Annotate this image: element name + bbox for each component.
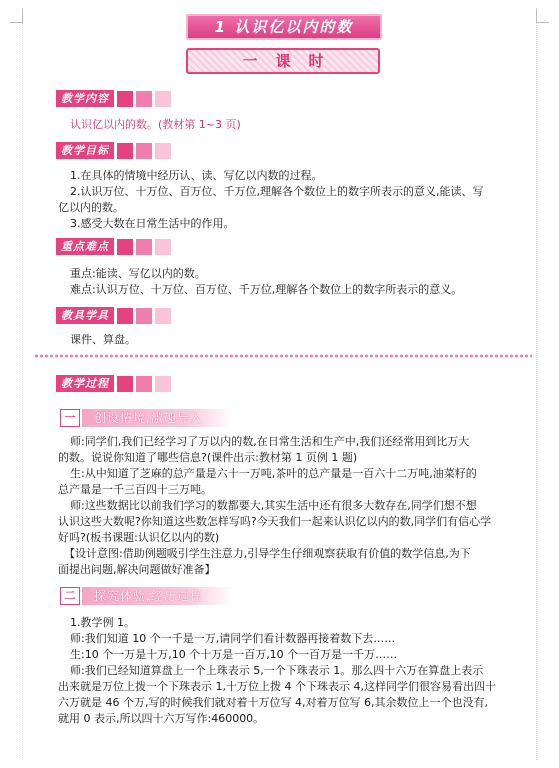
objective-line: 1.在具体的情境中经历认、读、写亿以内数的过程。 [70, 169, 323, 182]
step-title-bar [82, 587, 233, 605]
decor-square [155, 376, 171, 392]
objective-line: 2.认识万位、十万位、百万位、千万位,理解各个数位上的数字所表示的意义,能读、写 [70, 185, 484, 198]
paragraph-line: 出来就是万位上拨一个下珠表示 1,十万位上拨 4 个下珠表示 4,这样同学们很容易看出四十 [58, 680, 496, 693]
design-intent-line: 【设计意图:借助例题吸引学生注意力,引导学生仔细观察获取有价值的数学信息,为下 [64, 547, 471, 560]
decor-square [117, 376, 133, 392]
corner-mark-top-right [536, 10, 549, 23]
objectives-list [58, 168, 538, 232]
paragraph-line: 的数。说说你知道了哪些信息?(课件出示:教材第 1 页例 1 题) [58, 451, 358, 464]
step-header-1 [60, 408, 233, 428]
paragraph-line: 师:我们知道 10 个一千是一万,请同学们看计数器再接着数下去…… [70, 632, 396, 645]
key-point-line: 难点:认识万位、十万位、百万位、千万位,理解各个数位上的数字所表示的意义。 [70, 283, 463, 296]
decor-square [155, 308, 171, 324]
section-header-key-points [56, 238, 171, 255]
objective-line: 3.感受大数在日常生活中的作用。 [70, 217, 235, 230]
step2-body [58, 615, 538, 727]
section-label: 教学目标 [56, 142, 114, 159]
paragraph-line: 生:从中知道了芝麻的总产量是六十一万吨,茶叶的总产量是一百六十二万吨,油菜籽的 [70, 467, 477, 480]
section-label: 重点难点 [56, 238, 114, 255]
step-number: 一 [60, 409, 80, 427]
section-label: 教具学具 [56, 307, 114, 324]
objective-line: 亿以内的数。 [58, 201, 124, 214]
section-header-objectives [56, 142, 171, 159]
section-label: 教学内容 [56, 90, 114, 107]
decor-square [136, 308, 152, 324]
decor-square [155, 143, 171, 159]
paragraph-line: 师:这些数据比以前我们学习的数都要大,其实生活中还有很多大数存在,同学们想不想 [70, 499, 477, 512]
section-label: 教学过程 [56, 375, 114, 392]
decor-square [117, 91, 133, 107]
paragraph-line: 生:10 个一万是十万,10 个十万是一百万,10 个一百万是一千万…… [70, 648, 398, 661]
decor-square [117, 143, 133, 159]
step-title: 探究体验,经历过程 [94, 589, 203, 603]
paragraph-line: 就用 0 表示,所以四十六万写作:460000。 [58, 712, 265, 725]
key-point-line: 重点:能读、写亿以内的数。 [70, 267, 206, 280]
chapter-title: 1 认识亿以内的数 [186, 14, 382, 40]
paragraph-line: 六万就是 46 个万,写的时候我们就对着十万位写 4,对着万位写 6,其余数位上一个也没有, [58, 696, 488, 709]
decor-square [117, 308, 133, 324]
margin-guide-left [22, 8, 23, 760]
lesson-label-box [186, 48, 380, 74]
tools-text: 课件、算盘。 [70, 333, 136, 346]
step-title: 创设情境,激趣导入 [94, 411, 203, 425]
decor-square [155, 91, 171, 107]
decor-square [117, 239, 133, 255]
dotted-separator [34, 353, 532, 359]
paragraph-line: 好吗?(板书课题:认识亿以内的数) [58, 531, 220, 544]
step-title-bar [82, 409, 233, 427]
design-intent-line: 面提出问题,解决问题做好准备】 [58, 563, 216, 576]
decor-square [136, 239, 152, 255]
step-number: 二 [60, 587, 80, 605]
decor-square [155, 239, 171, 255]
paragraph-line: 师:同学们,我们已经学习了万以内的数,在日常生活和生产中,我们还经常用到比万大 [70, 435, 470, 448]
section-header-process [56, 375, 171, 392]
paragraph-line: 1.教学例 1。 [70, 616, 135, 629]
content-text: 认识亿以内的数。(教材第 1~3 页) [70, 118, 241, 131]
paragraph-line: 认识这些大数呢?你知道这些数怎样写吗?今天我们一起来认识亿以内的数,同学们有信心学 [58, 515, 492, 528]
key-points-list [70, 266, 462, 298]
lesson-label: 一课时 [242, 52, 342, 70]
step1-body [58, 434, 538, 578]
decor-square [136, 376, 152, 392]
section-header-tools [56, 307, 171, 324]
paragraph-line: 总产量是一千三百四十三万吨。 [58, 483, 212, 496]
decor-square [136, 91, 152, 107]
step-header-2 [60, 586, 233, 606]
section-header-content [56, 90, 171, 107]
corner-mark-top-left [10, 10, 23, 23]
paragraph-line: 师:我们已经知道算盘上一个上珠表示 5,一个下珠表示 1。那么四十六万在算盘上表示 [70, 664, 484, 677]
decor-square [136, 143, 152, 159]
